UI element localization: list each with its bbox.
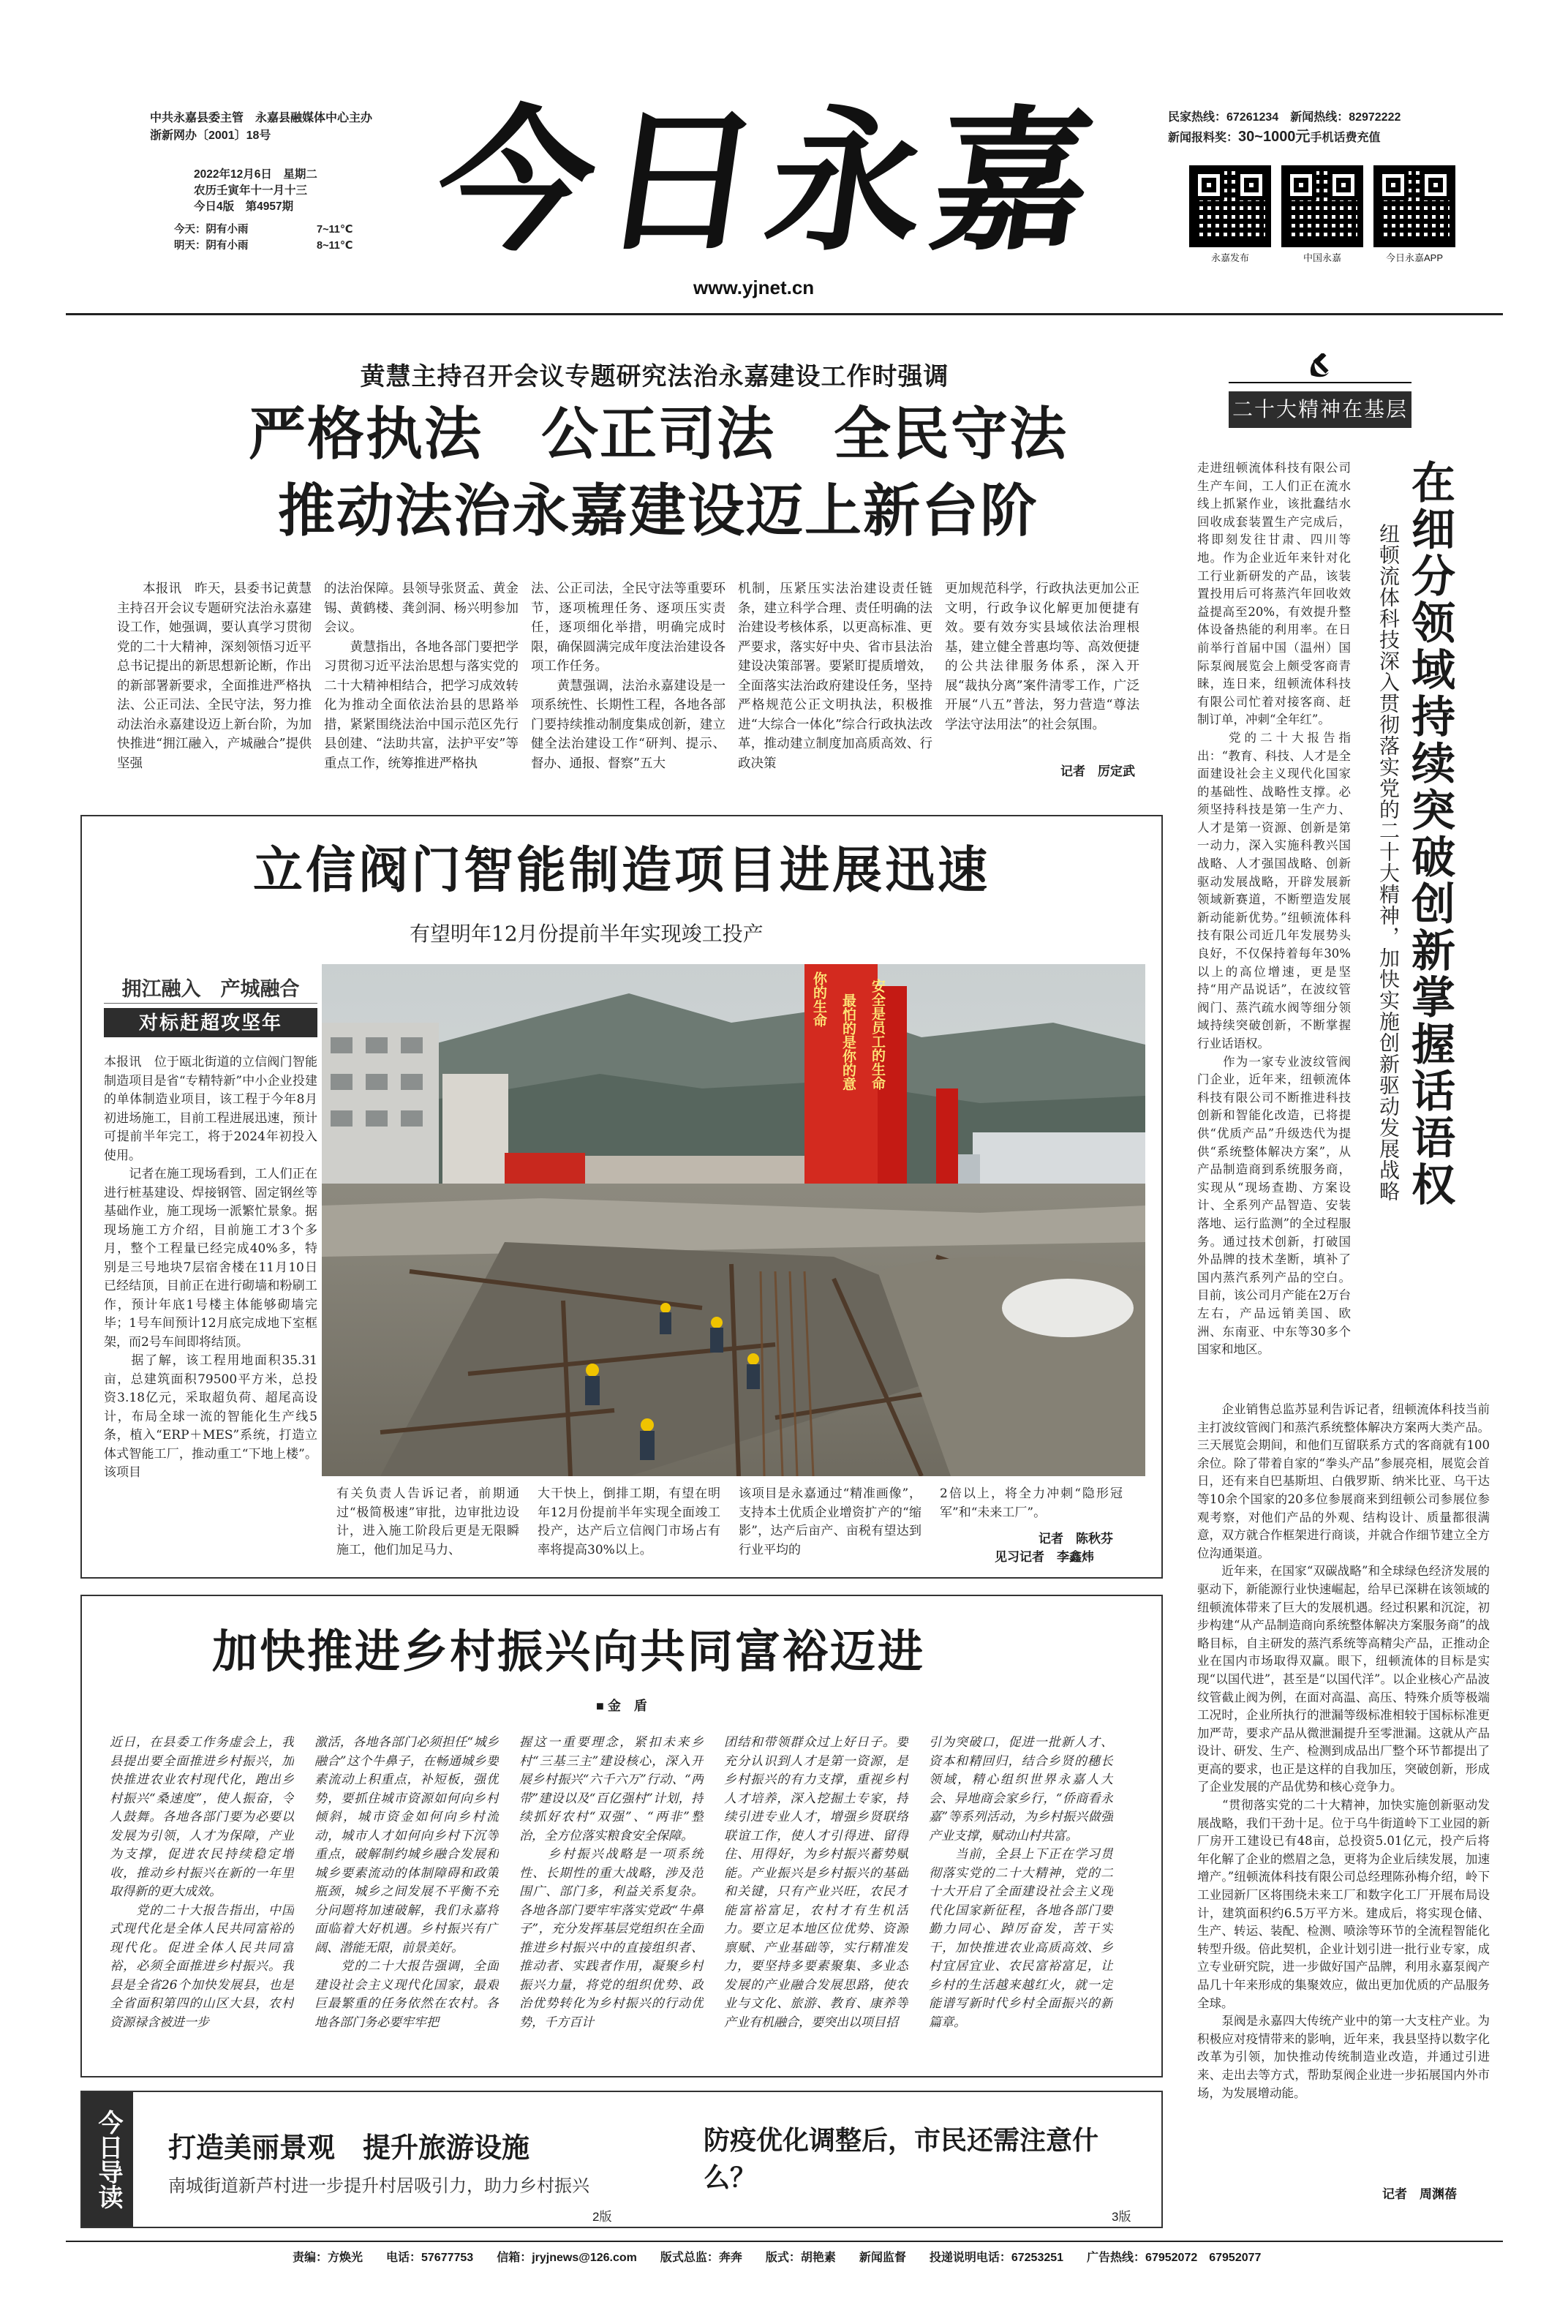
side-byline: 记者 周渊蓓 (1382, 2187, 1457, 2201)
hammer-sickle-icon (1305, 353, 1333, 381)
side-headline: 在细分领域持续突破创新掌握话语权 (1404, 459, 1455, 1208)
weather (174, 222, 364, 254)
publisher-line: 中共永嘉县委主管 永嘉县融媒体中心主办 (150, 112, 373, 124)
rural-headline: 加快推进乡村振兴向共同富裕迈进 (212, 1625, 926, 1678)
side-subhead: 纽顿流体科技深入贯彻落实党的二十大精神，加快实施创新驱动发展战略 (1376, 523, 1401, 1202)
issue-date: 2022年12月6日 星期二 (194, 168, 317, 181)
edition-number: 今日4版 第4957期 (194, 200, 294, 213)
qr-label-2: 中国永嘉 (1303, 252, 1341, 263)
weather-today-temp: 7~11℃ (317, 224, 353, 236)
hotline: 民家热线：67261234 新闻热线：82972222 (1168, 111, 1401, 124)
construction-photo (322, 964, 1145, 1476)
footer-rule (66, 2241, 1503, 2242)
footer-info: 责编：方焕光 电话：57677753 信箱：jryjnews@126.com 版式总监：奔奔 版式：胡艳素 新闻监督 投递说明电话：67253251 广告热线：67952072 67952077 (293, 2252, 1262, 2264)
website[interactable]: www.yjnet.cn (693, 277, 815, 298)
license-line: 浙新网办〔2001〕18号 (150, 129, 271, 142)
photo-sign-1: 你的生命 (811, 971, 826, 1027)
masthead-right (1168, 108, 1519, 148)
qr-label-3: 今日永嘉APP (1385, 252, 1443, 263)
valve-byline-1: 记者 陈秋芬 (1039, 1532, 1113, 1546)
lead-col-3: 法、公正司法，全民守法等重要环节，逐项梳理任务、逐项压实责任，逐项细化举措，明确完成时限，确保圆满完成年度法治建设各项工作任务。 黄慧强调，法治永嘉建设是一项系统性、长期性工程，各地各部门要持续推动制度集成创新，建立健全法治建设工作“研判、提示、督办、通报、督察”五大 (531, 582, 725, 771)
guide-item-2-page[interactable]: 3版 (1112, 2210, 1131, 2224)
valve-col-b2: 大干快上，倒排工期，有望在明年12月份提前半年实现全面竣工投产，达产后立信阀门市场占有率将提高30%以上。 (538, 1486, 720, 1557)
side-col-full: 企业销售总监苏显利告诉记者，纽顿流体科技当前主打波纹管阀门和蒸汽系统整体解决方案两大类产品。三天展览会期间，和他们互留联系方式的客商就有100余位。除了带着自家的“拳头产品”参展亮相，展览会首日，还有来自巴基斯坦、白俄罗斯、纳米比亚、乌干达等10余个国家的20多位参展商来到纽顿公司参展位参观考察，对他们产品的外观、结构设计、质量都很满意，双方就合作框架进行商谈，并就合作细节建立全方位沟通渠道。 近年来，在国家“双碳战略”和全球绿色经济发展的驱动下，新能源行业快速崛起，给早已深耕在该领域的纽顿流体带来了巨大的发展机遇。经过积累和沉淀，初步构建“从产品制造商向系统整体解决方案服务商”的战略目标，自主研发的蒸汽系统等高精尖产品，正推动企业在国内市场取得双赢。眼下，纽顿流体的目标是实现“以国代进”，甚至是“以国代洋”。以企业核心产品波纹管截止阀为例，在面对高温、高压、特殊介质等极端工况时，企业所执行的泄漏等级标准相较于国标标准更加严苛，要求产品从微泄漏提升至零泄漏。这就从产品设计、研发、生产、检测到成品出厂整个环节都提出了更高的要求，也正是这样的自我加压，突破创新，形成了企业发展的产品优势和核心竞争力。 “贯彻落实党的二十大精神，加快实施创新驱动发展战略，我们干劲十足。位于乌牛街道岭下工业园的新厂房开工建设已有48亩，总投资5.01亿元，投产后将年化解了企业的燃眉之急，更将为企业后续发展，加速增产。”纽顿流体科技有限公司总经理陈孙梅介绍，岭下工业园新厂区将围绕未来工厂和数字化工厂开展布局设计，建筑面积约6.5万平方米。建成后，将实现仓储、生产、转运、装配、检测、喷涂等环节的全流程智能化转型升级。倍此契机，企业计划引进一批行业专家，成立专业研究院，进一步做好国产品牌，利用永嘉泵阀产品几十年来形成的集聚效应，做出更加优质的产品服务全球。 泵阀是永嘉四大传统产业中的第一大支柱产业。为积极应对疫情带来的影响，近年来，我县坚持以数字化改革为引领，加快推动传统制造业改造，并通过引进来、走出去等方式，帮助泵阀企业进一步拓展国内外市场，为发展增动能。 (1197, 1402, 1490, 2100)
rural-author: ■ 金 盾 (596, 1699, 647, 1713)
guide-item-1-title[interactable]: 打造美丽景观 提升旅游设施 (168, 2131, 530, 2164)
lead-byline: 记者 厉定武 (1060, 764, 1135, 778)
qr-code-2[interactable] (1281, 165, 1363, 247)
qr-label-1: 永嘉发布 (1210, 252, 1249, 263)
valve-headline: 立信阀门智能制造项目进展迅速 (252, 841, 990, 900)
rural-col-4: 团结和带领群众过上好日子。要充分认识到人才是第一资源，是乡村振兴的有力支撑，重视乡村人才培养，深入挖掘土专家，持续引进专业人才，增强乡贤联络联谊工作，使人才引得进、留得住、用得好，为乡村振兴蓄势赋能。产业振兴是乡村振兴的基础和关键，只有产业兴旺，农民才能富裕富足，农村才有生机活力。要立足本地区位优势、资源禀赋、产业基础等，实行精准发力，要坚持多要素聚集、多业态发展的产业融合发展思路，使农业与文化、旅游、教育、康养等产业有机融合，要突出以项目招 (724, 1735, 908, 2030)
side-badge: 二十大精神在基层 (1229, 391, 1411, 428)
lead-kicker: 黄慧主持召开会议专题研究法治永嘉建设工作时强调 (360, 362, 949, 391)
weather-tomorrow: 明天：阴有小雨 (174, 240, 249, 252)
photo-sign-2: 最怕的是你的意 (840, 993, 856, 1091)
masthead-rule (66, 313, 1503, 315)
qr-code-1[interactable] (1189, 165, 1271, 247)
issue-info (194, 167, 384, 215)
rural-col-1: 近日，在县委工作务虚会上，我县提出要全面推进乡村振兴，加快推进农业农村现代化，跑出乡村振兴“桑速度”，使人振奋，令人鼓舞。各地各部门要为必要以发展为引领，人才为保障，产业为支撑，促进农民持续稳定增收，推动乡村振兴在新的一年里取得新的更大成效。 党的二十大报告指出，中国式现代化是全体人民共同富裕的现代化。促进全体人民共同富裕，必须全面推进乡村振兴。我县是全省26个加快发展县，也是全省面积第四的山区大县，农村资源禄含被进一步 (110, 1735, 294, 2030)
guide-item-1-sub: 南城街道新芦村进一步提升村居吸引力，助力乡村振兴 (168, 2176, 589, 2196)
photo-sign-3: 安全是员工的生命 (870, 979, 885, 1090)
qr-code-3[interactable] (1373, 165, 1455, 247)
lead-col-5: 更加规范科学，行政执法更加公正文明，行政争议化解更加便捷有效。要有效夯实县域依法治理根基，建立健全普惠均等、高效便捷的公共法律服务体系，深入开展“裁执分离”案件清零工作，广泛开展“八五”普法，努力营造“尊法学法守法用法”的社会氛围。 (945, 582, 1139, 732)
rural-col-3: 握这一重要理念，紧扣未来乡村“三基三主”建设核心，深入开展乡村振兴“六千六万”行动、“两带”建设以及“百亿强村”计划，持续抓好农村“双强”、“两非”整治，全方位落实粮食安全保障。 乡村振兴战略是一项系统性、长期性的重大战略，涉及范围广、部门多，利益关系复杂。各地各部门要牢牢落实党政“牛鼻子”，充分发挥基层党组织在全面推进乡村振兴中的直接组织者、推动者、实践者作用，凝聚乡村振兴力量，将党的组织优势、政治优势转化为乡村振兴的行动优势，千方百计 (519, 1735, 704, 2030)
lead-col-2: 的法治保障。县领导张贤孟、黄金锡、黄鹤楼、龚剑洞、杨兴明参加会议。 黄慧指出，各地各部门要把学习贯彻习近平法治思想与落实党的二十大精神相结合，把学习成效转化为推动全面依法治县的思路举措，紧紧围绕法治中国示范区先行县创建、“法助共富，法护平安”等重点工作，统筹推进严格执 (324, 582, 519, 771)
guide-item-1-page[interactable]: 2版 (592, 2210, 612, 2224)
lead-col-4: 机制，压紧压实法治建设责任链条，建立科学合理、责任明确的法治建设考核体系，以更高标准、更严要求，落实好中央、省市县法治建设决策部署。要紧盯提质增效，全面落实法治政府建设任务，坚持严格规范公正文明执法，积极推进“大综合一体化”综合行政执法改革，推动建立制度加高质高效、行政决策 (738, 582, 932, 771)
lunar-date: 农历壬寅年十一月十三 (194, 184, 308, 197)
guide-label: 今日导读 (82, 2092, 133, 2227)
reward-suffix: 手机话费充值 (1310, 132, 1381, 144)
theme-badge-bottom: 对标赶超攻坚年 (104, 1008, 317, 1037)
valve-col-left: 本报讯 位于瓯北街道的立信阀门智能制造项目是省“专精特新”中小企业投建的单体制造业项目，该工程于今年8月初进场施工，目前工程进展迅速，预计可提前半年完工，将于2024年初投入使用。 记者在施工现场看到，工人们正在进行桩基建设、焊接钢管、固定钢丝等基础作业，施工现场一派繁忙景象。据现场施工方介绍，目前施工才3个多月，整个工程量已经完成40%多，特别是三号地块7层宿舍楼在11月10日已经结顶，目前正在进行砌墙和粉刷工作，预计年底1号楼主体能够砌墙完毕；1号车间预计12月底完成地下室框架，而2号车间即将结顶。 据了解，该工程用地面积35.31亩，总建筑面积79500平方米，总投资3.18亿元，采取超负荷、超尾高设计，布局全球一流的智能化生产线5条，植入“ERP＋MES”系统，打造立体式智能工厂，推动重工“下地上楼”。该项目 (104, 1055, 317, 1480)
valve-byline-2: 见习记者 李鑫炜 (995, 1550, 1094, 1564)
masthead-title: 今日永嘉 (426, 90, 1113, 272)
reward-label: 新闻报料奖： (1168, 132, 1239, 144)
masthead-left (150, 110, 413, 145)
lead-col-1: 本报讯 昨天，县委书记黄慧主持召开会议专题研究法治永嘉建设工作，她强调，要认真学习贯彻党的二十大精神，深刻领悟习近平总书记提出的新思想新论断，作出的新部署新要求，全面推进严格执法、公正司法、全民守法，努力推动法治永嘉建设迈上新台阶，为加快推进“拥江融入，产城融合”提供坚强 (117, 582, 312, 771)
valve-col-b3: 该项目是永嘉通过“精准画像”，支持本土优质企业增资扩产的“缩影”，达产后亩产、亩税有望达到行业平均的 (739, 1486, 921, 1557)
reward-amount: 30~1000元 (1238, 129, 1311, 145)
guide-item-2-title[interactable]: 防疫优化调整后，市民还需注意什么？ (704, 2125, 1099, 2193)
valve-col-b4: 2倍以上，将全力冲刺“隐形冠军”和“未来工厂”。 (940, 1486, 1123, 1520)
valve-col-b1: 有关负责人告诉记者，前期通过“极简极速”审批，边审批边设计，进入施工阶段后更是无限瞬施工，他们加足马力、 (336, 1486, 519, 1557)
side-badge-rule (1229, 382, 1411, 383)
weather-today: 今天：阴有小雨 (174, 224, 249, 236)
rural-col-2: 激活，各地各部门必须担任“城乡融合”这个牛鼻子，在畅通城乡要素流动上积重点，补短板，强优势，要抓住城市资源如何向乡村倾斜，城市资金如何向乡村流动，城市人才如何向乡村下沉等重点，破解制约城乡融合发展和城乡要素流动的体制障碍和政策瓶颈，城乡之间发展不平衡不充分问题将加速破解，我们永嘉将面临着大好机遇。乡村振兴有广阔、潜能无限，前景美好。 党的二十大报告强调，全面建设社会主义现代化国家，最艰巨最繁重的任务依然在农村。各地各部门务必要牢牢把 (314, 1735, 499, 2030)
valve-subhead: 有望明年12月份提前半年实现竣工投产 (410, 922, 764, 946)
theme-badge-top: 拥江融入 产城融合 (104, 974, 317, 1004)
rural-col-5: 引为突破口，促进一批新人才、资本和精回归，结合乡贤的穗长领域，精心组织世界永嘉人大会、异地商会家乡行，“侨商看永嘉”等系列活动，为乡村振兴做强产业支撑，赋动山村共富。 当前，全县上下正在学习贯彻落实党的二十大精神，党的二十大开启了全面建设社会主义现代化国家新征程，各地各部门要勤力同心、踔厉奋发，苦干实干，加快推进农业高质高效、乡村宜居宜业、农民富裕富足，让乡村的生活越来越红火，就一定能谱写新时代乡村全面振兴的新篇章。 (929, 1735, 1113, 2030)
lead-headline-2: 推动法治永嘉建设迈上新台阶 (277, 478, 1039, 543)
party-emblem (1305, 353, 1333, 381)
weather-tomorrow-temp: 8~11℃ (317, 240, 353, 252)
construction-scene (322, 964, 1145, 1476)
side-col-top: 走进纽顿流体科技有限公司生产车间，工人们正在流水线上抓紧作业，该批蠢结水回收成套装置生产完成后，将即刻发往甘肃、四川等地。作为企业近年来针对化工行业新研发的产品，该装置投用后可将蒸汽年回收效益提高至20%，有效提升整体设备热能的利用率。在日前举行首届中国（温州）国际泵阀展览会上颇受客商青睐，连日来，纽顿流体科技有限公司忙着对接客商、赶制订单，冲刺“全年红”。 党的二十大报告指出：“教育、科技、人才是全面建设社会主义现代化国家的基础性、战略性支撑。必须坚持科技是第一生产力、人才是第一资源、创新是第一动力，深入实施科教兴国战略、人才强国战略、创新驱动发展战略，开辟发展新领域新赛道，不断塑造发展新动能新优势。”纽顿流体科技有限公司近几年发展势头良好，不仅保持着每年30%以上的高位增速，更是坚持“用产品说话”，在波纹管阀门、蒸汽疏水阀等细分领域持续突破创新，不断掌握行业话语权。 作为一家专业波纹管阀门企业，近年来，纽顿流体科技有限公司不断推进科技创新和智能化改造，已将提供“优质产品”升级迭代为提供“系统整体解决方案”，从产品制造商到系统服务商，实现从“现场查勘、方案设计、全系列产品智造、安装落地、运行监测”的全过程服务。通过技术创新，打破国外品牌的技术垄断，填补了国内蒸汽系列产品的空白。目前，该公司月产能在2万台左右，产品远销美国、欧洲、东南亚、中东等30多个国家和地区。 (1197, 461, 1351, 1357)
lead-headline-1: 严格执法 公正司法 全民守法 (248, 402, 1068, 466)
